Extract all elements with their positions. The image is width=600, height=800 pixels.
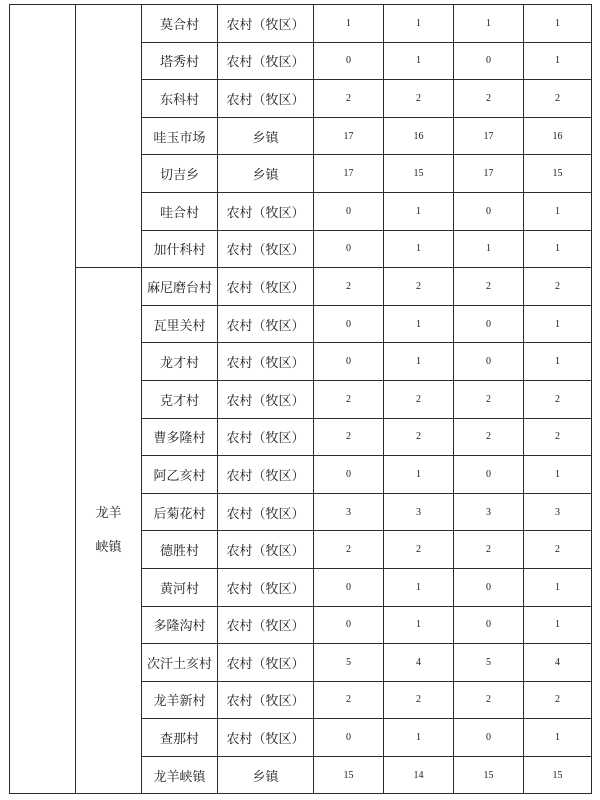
- value-cell: 0: [454, 305, 524, 343]
- value-cell: 1: [384, 42, 454, 80]
- value-cell: 17: [454, 155, 524, 193]
- village-name: 龙才村: [142, 343, 218, 381]
- value-cell: 2: [314, 531, 384, 569]
- value-cell: 15: [524, 155, 592, 193]
- area-type: 农村（牧区）: [218, 42, 314, 80]
- area-type: 农村（牧区）: [218, 493, 314, 531]
- value-cell: 1: [524, 5, 592, 43]
- value-cell: 2: [314, 380, 384, 418]
- village-name: 德胜村: [142, 531, 218, 569]
- value-cell: 1: [524, 305, 592, 343]
- value-cell: 17: [454, 117, 524, 155]
- village-name: 塔秀村: [142, 42, 218, 80]
- value-cell: 4: [524, 644, 592, 682]
- village-name: 龙羊新村: [142, 681, 218, 719]
- value-cell: 1: [384, 305, 454, 343]
- value-cell: 3: [524, 493, 592, 531]
- value-cell: 3: [314, 493, 384, 531]
- area-type: 乡镇: [218, 756, 314, 794]
- value-cell: 2: [524, 80, 592, 118]
- village-name: 莫合村: [142, 5, 218, 43]
- value-cell: 1: [524, 42, 592, 80]
- area-type: 农村（牧区）: [218, 380, 314, 418]
- value-cell: 0: [314, 719, 384, 757]
- value-cell: 1: [454, 230, 524, 268]
- area-type: 乡镇: [218, 117, 314, 155]
- village-name: 查那村: [142, 719, 218, 757]
- village-name: 东科村: [142, 80, 218, 118]
- value-cell: 2: [384, 531, 454, 569]
- area-type: 农村（牧区）: [218, 268, 314, 306]
- value-cell: 0: [314, 343, 384, 381]
- value-cell: 2: [314, 80, 384, 118]
- value-cell: 2: [454, 380, 524, 418]
- value-cell: 2: [524, 268, 592, 306]
- value-cell: 0: [314, 568, 384, 606]
- value-cell: 0: [454, 606, 524, 644]
- value-cell: 2: [524, 681, 592, 719]
- area-type: 农村（牧区）: [218, 192, 314, 230]
- area-type: 农村（牧区）: [218, 343, 314, 381]
- value-cell: 1: [384, 192, 454, 230]
- value-cell: 1: [384, 456, 454, 494]
- area-type: 农村（牧区）: [218, 5, 314, 43]
- village-name: 哇玉市场: [142, 117, 218, 155]
- village-name: 次汗土亥村: [142, 644, 218, 682]
- village-name: 龙羊峡镇: [142, 756, 218, 794]
- allocation-table: [9, 4, 592, 794]
- town-name-line: 峡镇: [95, 539, 122, 555]
- area-type: 农村（牧区）: [218, 681, 314, 719]
- value-cell: 15: [454, 756, 524, 794]
- value-cell: 0: [314, 305, 384, 343]
- value-cell: 1: [524, 192, 592, 230]
- value-cell: 2: [314, 681, 384, 719]
- value-cell: 14: [384, 756, 454, 794]
- value-cell: 3: [384, 493, 454, 531]
- value-cell: 2: [314, 418, 384, 456]
- value-cell: 5: [314, 644, 384, 682]
- value-cell: 0: [454, 343, 524, 381]
- value-cell: 1: [524, 343, 592, 381]
- village-name: 阿乙亥村: [142, 456, 218, 494]
- value-cell: 2: [524, 531, 592, 569]
- value-cell: 1: [524, 606, 592, 644]
- value-cell: 1: [524, 230, 592, 268]
- area-type: 农村（牧区）: [218, 568, 314, 606]
- value-cell: 2: [454, 80, 524, 118]
- value-cell: 0: [454, 192, 524, 230]
- value-cell: 0: [314, 606, 384, 644]
- value-cell: 1: [524, 719, 592, 757]
- value-cell: 2: [524, 418, 592, 456]
- value-cell: 0: [454, 568, 524, 606]
- value-cell: 0: [454, 42, 524, 80]
- value-cell: 1: [384, 606, 454, 644]
- value-cell: 0: [314, 42, 384, 80]
- village-name: 后菊花村: [142, 493, 218, 531]
- value-cell: 2: [384, 681, 454, 719]
- value-cell: 17: [314, 155, 384, 193]
- value-cell: 1: [524, 456, 592, 494]
- town-cell: [76, 5, 142, 268]
- value-cell: 2: [524, 380, 592, 418]
- value-cell: 2: [454, 681, 524, 719]
- area-type: 农村（牧区）: [218, 456, 314, 494]
- value-cell: 16: [384, 117, 454, 155]
- village-name: 曹多隆村: [142, 418, 218, 456]
- value-cell: 0: [314, 456, 384, 494]
- village-name: 克才村: [142, 380, 218, 418]
- value-cell: 1: [384, 230, 454, 268]
- value-cell: 4: [384, 644, 454, 682]
- village-name: 麻尼磨台村: [142, 268, 218, 306]
- value-cell: 2: [454, 531, 524, 569]
- value-cell: 15: [314, 756, 384, 794]
- area-type: 农村（牧区）: [218, 719, 314, 757]
- table-row: [10, 268, 592, 306]
- value-cell: 1: [314, 5, 384, 43]
- value-cell: 2: [384, 418, 454, 456]
- value-cell: 5: [454, 644, 524, 682]
- area-type: 农村（牧区）: [218, 230, 314, 268]
- value-cell: 0: [314, 192, 384, 230]
- town-cell: [76, 268, 142, 794]
- value-cell: 1: [454, 5, 524, 43]
- area-type: 农村（牧区）: [218, 80, 314, 118]
- value-cell: 0: [454, 456, 524, 494]
- village-name: 黄河村: [142, 568, 218, 606]
- value-cell: 17: [314, 117, 384, 155]
- value-cell: 2: [454, 418, 524, 456]
- village-name: 切吉乡: [142, 155, 218, 193]
- value-cell: 1: [384, 5, 454, 43]
- value-cell: 1: [384, 568, 454, 606]
- value-cell: 2: [384, 380, 454, 418]
- area-type: 农村（牧区）: [218, 305, 314, 343]
- value-cell: 2: [314, 268, 384, 306]
- table-row: [10, 5, 592, 43]
- village-name: 哇合村: [142, 192, 218, 230]
- area-type: 农村（牧区）: [218, 418, 314, 456]
- value-cell: 1: [384, 719, 454, 757]
- region-cell: [10, 5, 76, 794]
- value-cell: 15: [524, 756, 592, 794]
- value-cell: 16: [524, 117, 592, 155]
- value-cell: 0: [454, 719, 524, 757]
- value-cell: 15: [384, 155, 454, 193]
- value-cell: 2: [384, 80, 454, 118]
- value-cell: 2: [454, 268, 524, 306]
- area-type: 农村（牧区）: [218, 531, 314, 569]
- value-cell: 2: [384, 268, 454, 306]
- town-name-line: 龙羊: [95, 505, 122, 521]
- area-type: 农村（牧区）: [218, 644, 314, 682]
- value-cell: 1: [384, 343, 454, 381]
- village-name: 瓦里关村: [142, 305, 218, 343]
- value-cell: 3: [454, 493, 524, 531]
- area-type: 乡镇: [218, 155, 314, 193]
- area-type: 农村（牧区）: [218, 606, 314, 644]
- value-cell: 1: [524, 568, 592, 606]
- value-cell: 0: [314, 230, 384, 268]
- village-name: 多隆沟村: [142, 606, 218, 644]
- village-name: 加什科村: [142, 230, 218, 268]
